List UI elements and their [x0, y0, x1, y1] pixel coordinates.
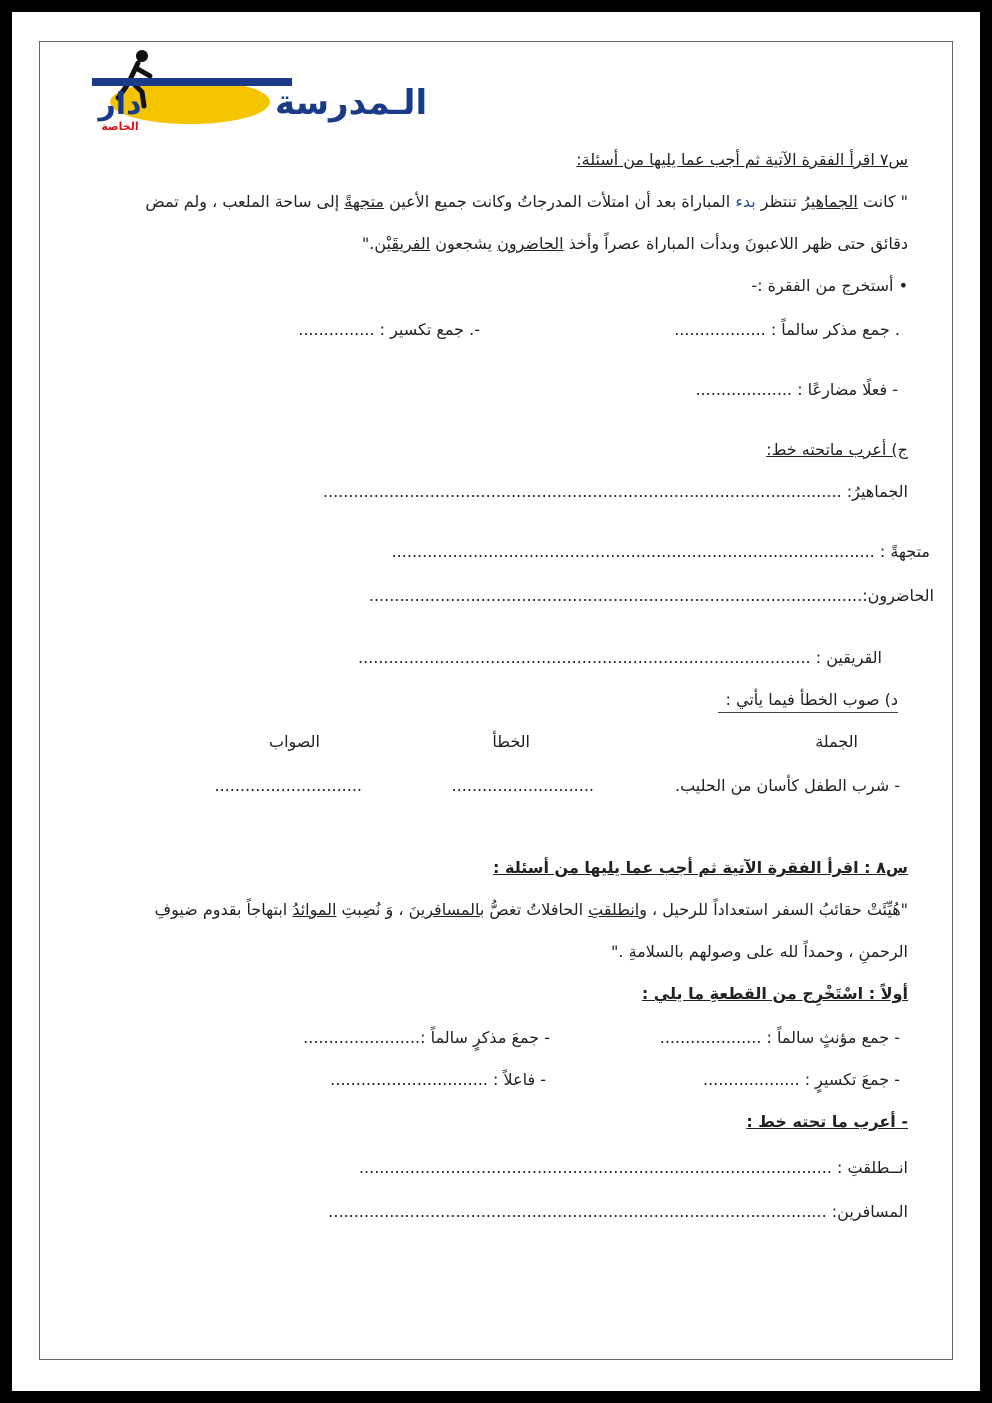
- q7-parse-title: ج) أعرب ماتحته خط:: [766, 440, 908, 459]
- logo-sub-text: الخاصة: [101, 120, 139, 133]
- q8-broken-plural-field[interactable]: - جمعَ تكسيرٍ : ...................: [702, 1070, 900, 1089]
- q7-parse-directed-field[interactable]: متجهةً : ...............................................................................................: [391, 542, 930, 561]
- q8-word-tables: الموائدُ: [292, 900, 337, 919]
- q7-correct-title: د) صوب الخطأ فيما يأتي :: [718, 690, 898, 713]
- q7-para-seg: تنتظر: [755, 192, 802, 211]
- q7-paragraph-line-2: [362, 234, 908, 254]
- q7-parse-crowds-field[interactable]: الجماهيرُ: ......................................................................................................: [322, 482, 908, 501]
- q7-verb-field[interactable]: - فعلًا مضارعًا : ...................: [695, 380, 898, 399]
- q8-word-set-off: انطلقتِ: [588, 900, 640, 919]
- q8-para-seg: الحافلاتُ تغصُّ ب: [479, 900, 589, 919]
- q7-para-seg: .": [361, 234, 375, 253]
- q8-heading: س٨ : اقرأ الفقرة الآتية ثم أجب عما يليها من أسئلة :: [493, 858, 908, 877]
- q7-col-error: الخطأ: [492, 732, 530, 751]
- q7-heading: س٧ اقرأ الفقرة الآتية ثم أجب عما يليها من أسئلة:: [576, 150, 908, 169]
- logo-brand-text: دار: [98, 87, 142, 122]
- q7-col-sentence: الجملة: [815, 732, 858, 751]
- q8-paragraph-line-1: [154, 900, 908, 920]
- q7-word-directed: متجهةً: [344, 192, 384, 211]
- q7-para-seg: المباراة بعد أن امتلأت المدرجاتُ وكانت جميع الأعين: [383, 192, 736, 211]
- worksheet-page: [12, 12, 980, 1391]
- q8-masc-plural-field[interactable]: - جمعَ مذكرٍ سالماً :.......................: [303, 1028, 550, 1047]
- q7-masc-plural-field[interactable]: . جمع مذكر سالماً : ..................: [674, 320, 900, 339]
- q7-word-crowds: الجماهيرُ: [801, 192, 858, 211]
- q8-subject-field[interactable]: - فاعلاً : ...............................: [330, 1070, 546, 1089]
- q8-para-seg: ابتهاجاً بقدوم ضيوفِ: [154, 900, 293, 919]
- q8-parse-title: - أعرب ما تحته خط :: [746, 1112, 908, 1131]
- logo-main-text: الـمدرسة: [275, 83, 428, 123]
- q7-row-error-field[interactable]: ............................: [451, 776, 594, 795]
- q8-fem-plural-field[interactable]: - جمع مؤنثٍ سالماً : ....................: [659, 1028, 900, 1047]
- q7-para-seg: دقائق حتى ظهر اللاعبونَ وبدأت المباراة عصراً وأخذ: [563, 234, 908, 253]
- q8-paragraph-line-2: الرحمنِ ، وحمداً لله على وصولهم بالسلامةِ .": [611, 942, 908, 961]
- q7-word-start: بدء: [735, 192, 756, 211]
- q7-broken-plural-field[interactable]: -. جمع تكسير : ...............: [298, 320, 480, 339]
- q7-parse-teams-field[interactable]: القريقين : .........................................................................................: [357, 648, 882, 667]
- q7-word-present: الحاضرون: [497, 234, 564, 253]
- q7-parse-present-field[interactable]: الحاضرون:.................................................................................................: [368, 586, 934, 605]
- q7-para-seg: " كانت: [857, 192, 908, 211]
- school-logo: [80, 46, 428, 136]
- q8-word-travelers: المسافرينَ: [408, 900, 480, 919]
- q8-parse-set-off-field[interactable]: انــطلقتِ : .............................................................................................: [358, 1158, 908, 1177]
- q8-para-seg: "هُيِّئَتْ حقائبُ السفر استعداداً للرحيل ، و: [639, 900, 908, 919]
- q7-extract-title: • أستخرج من الفقرة :-: [751, 276, 908, 295]
- q7-paragraph-line-1: [145, 192, 908, 212]
- q7-para-seg: إلى ساحة الملعب ، ولم تمض: [145, 192, 345, 211]
- q8-first-title: أولاً : اسْتَخْرِج من القطعةِ ما يلي :: [641, 984, 908, 1003]
- q7-col-correct: الصواب: [269, 732, 320, 751]
- q7-row-correct-field[interactable]: .............................: [214, 776, 362, 795]
- q7-para-seg: يشجعون: [430, 234, 498, 253]
- q7-row-sentence: - شرب الطفل كأسان من الحليب.: [675, 776, 900, 795]
- q7-word-teams: الفريقَيْن: [374, 234, 431, 253]
- q8-para-seg: ، وَ نُصِبتِ: [336, 900, 409, 919]
- q8-parse-travelers-field[interactable]: المسافرين: ..................................................................................................: [328, 1202, 908, 1221]
